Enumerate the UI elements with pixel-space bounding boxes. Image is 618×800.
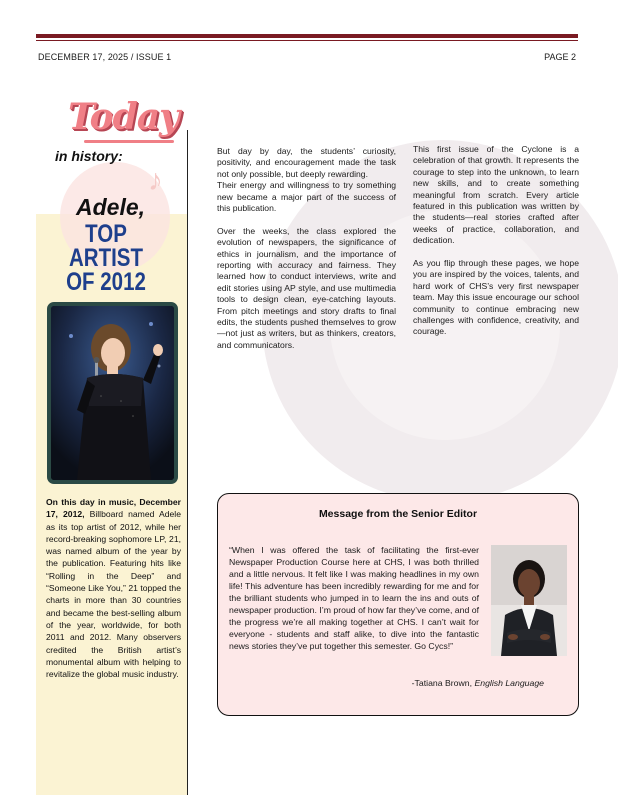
- col2-paragraph: This first issue of the Cyclone is a celebration of that growth. It represents the courage to step into the unknown, to learn new skills, and to create something meaningful from scratch. Every article featured in this publication was written by the students—real stories crafted after weeks of practice, collaboration, and dedication.: [413, 144, 579, 246]
- header-rule-thick: [36, 34, 578, 38]
- music-note-icon: ♪: [148, 164, 163, 197]
- editor-quote: “When I was offered the task of facilitating the first-ever Newspaper Production Course here at CHS, I was both thrilled and a little nervous. It felt like I was making headlines in my own life! This adventure has been incredibly rewarding for me and for the brilliant students who jumped in to learn the ins and outs of newspaper production. I’m proud of how far they’ve come, and of the progress we’re all making together at CHS. I can’t wait for everyone - students and staff alike, to dive into the fantastic news stories they’ve put together this semester. Go Cycs!”: [229, 545, 479, 651]
- editor-message-title: Message from the Senior Editor: [318, 508, 478, 520]
- issue-date: DECEMBER 17, 2025 / ISSUE 1: [38, 52, 172, 62]
- col1-paragraph: But day by day, the students’ curiosity, positivity, and encouragement made the task not only possible, but deeply rewarding.: [217, 146, 396, 179]
- article-column-2: [413, 144, 579, 349]
- editor-name: -Tatiana Brown,: [411, 678, 475, 688]
- col1-paragraph: Their energy and willingness to try something new became a major part of the success of this publication.: [217, 180, 396, 214]
- editor-role: English Language: [474, 678, 544, 688]
- today-in-history-sidebar: [36, 90, 188, 795]
- top-artist-headline: [49, 222, 164, 294]
- article-column-1: [217, 146, 396, 363]
- col2-paragraph: As you flip through these pages, we hope you are inspired by the voices, talents, and hard work of CHS’s very first newspaper team. May this issue encourage our school community to continue embracing new challenges with confidence, creativity, and courage.: [413, 258, 579, 337]
- senior-editor-message: [217, 493, 579, 716]
- headline-line-2: OF 2012: [66, 268, 146, 296]
- today-underline: [84, 140, 174, 143]
- editor-signature: [412, 678, 544, 688]
- editor-portrait-photo: [491, 545, 567, 656]
- history-body: Billboard named Adele as its top artist of 2012, while her record-breaking sophomore LP, 21, was named album of the year by the publication. Featuring hits like “Rolling in the Deep” and “Someone Like You,” 21 topped the charts in more than 30 countries and became the best-selling album of the year, worldwide, for both 2011 and 2012. Many observers credited the British artist’s monumental album with helping to revitalize the global music industry.: [46, 509, 181, 680]
- page-number: PAGE 2: [544, 52, 576, 62]
- adele-performing-photo: [47, 302, 178, 484]
- adele-history-text: [46, 496, 181, 680]
- headline-line-1: TOP ARTIST: [68, 220, 144, 272]
- sidebar-divider: [187, 130, 188, 795]
- history-lead: On this day in music, December 17, 2012,: [46, 497, 181, 520]
- today-logo: Today: [68, 96, 180, 138]
- header-rule-thin: [36, 40, 578, 41]
- artist-name: Adele,: [76, 194, 146, 220]
- in-history-label: in history:: [55, 148, 123, 164]
- col1-paragraph: Over the weeks, the class explored the evolution of newspapers, the significance of ethics in journalism, and the importance of reporting with accuracy and fairness. They learned how to conduct interviews, write and edit stories using AP style, and use multimedia tools to design clean, eye-catching layouts. From pitch meetings and story drafts to final edits, the students pushed themselves to grow—not just as writers, but as thinkers, creators, and communicators.: [217, 225, 396, 350]
